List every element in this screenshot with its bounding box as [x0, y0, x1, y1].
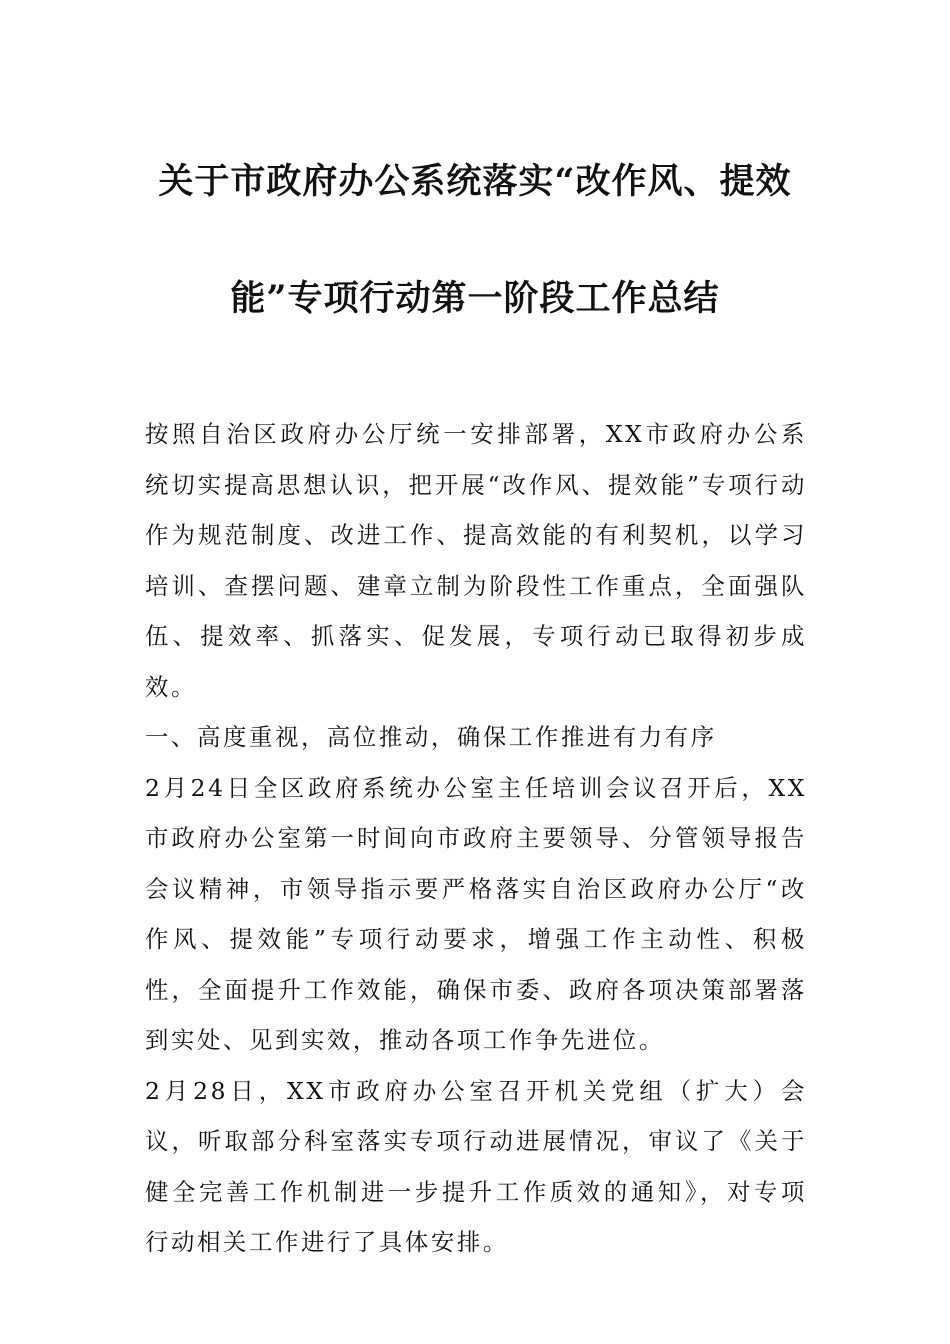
- document-body: [145, 409, 807, 1268]
- intro-paragraph: 按照自治区政府办公厅统一安排部署，XX市政府办公系统切实提高思想认识，把开展“改作风、提效能”专项行动作为规范制度、改进工作、提高效能的有利契机，以学习培训、查摆问题、建章立制为阶段性工作重点，全面强队伍、提效率、抓落实、促发展，专项行动已取得初步成效。: [145, 420, 807, 701]
- body-paragraph-feb24: 2月24日全区政府系统办公室主任培训会议召开后，XX市政府办公室第一时间向市政府主要领导、分管领导报告会议精神，市领导指示要严格落实自治区政府办公厅“改作风、提效能”专项行动要求，增强工作主动性、积极性，全面提升工作效能，确保市委、政府各项决策部署落到实处、见到实效，推动各项工作争先进位。: [145, 773, 807, 1054]
- document-title-line-2: 能”专项行动第一阶段工作总结: [230, 278, 720, 319]
- document-title-line-1: 关于市政府办公系统落实“改作风、提效: [158, 161, 792, 202]
- section-heading-1: 一、高度重视，高位推动，确保工作推进有力有序: [145, 723, 717, 751]
- body-paragraph-feb28: 2月28日，XX市政府办公室召开机关党组（扩大）会议，听取部分科室落实专项行动进展情况，审议了《关于健全完善工作机制进一步提升工作质效的通知》，对专项行动相关工作进行了具体安排。: [145, 1076, 807, 1256]
